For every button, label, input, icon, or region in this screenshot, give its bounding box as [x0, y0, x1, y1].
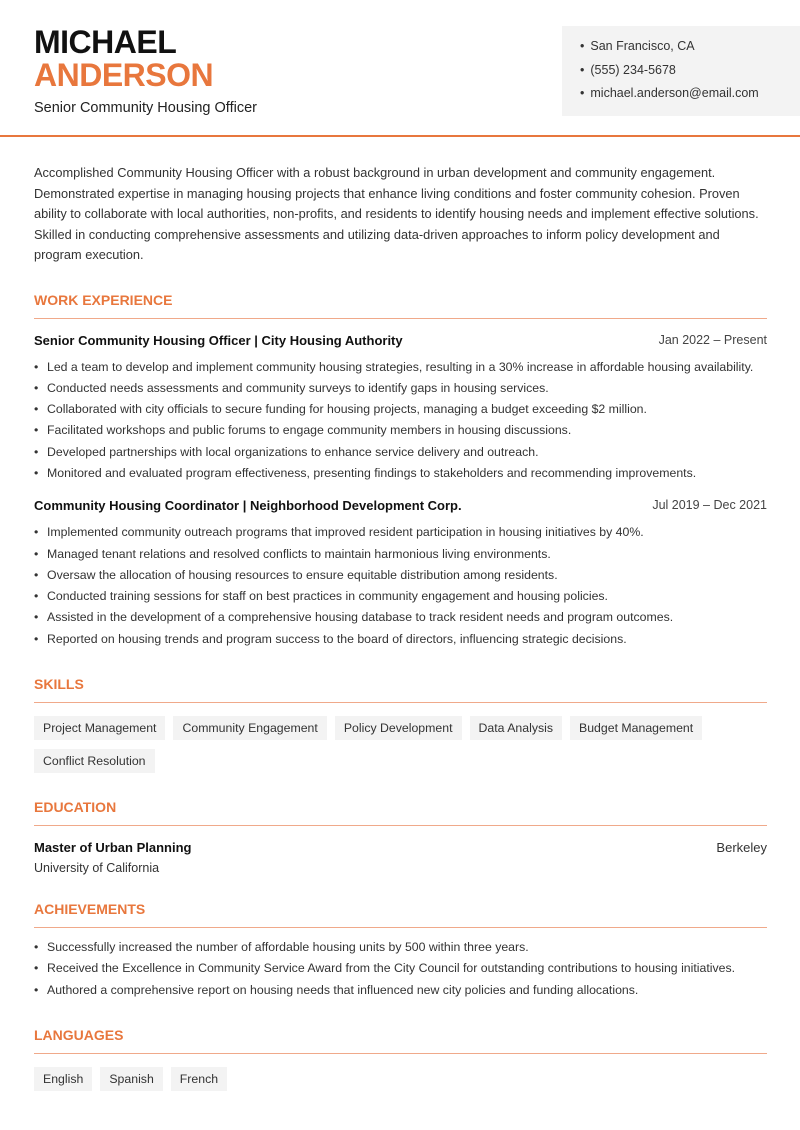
list-item: • Successfully increased the number of affordable housing units by 500 within three years.	[34, 937, 767, 958]
list-item: • Monitored and evaluated program effectiveness, presenting findings to stakeholders and recommending improvements.	[34, 463, 767, 484]
degree: Master of Urban Planning	[34, 840, 192, 856]
contact-box	[562, 26, 800, 116]
list-item: • Led a team to develop and implement community housing strategies, resulting in a 30% increase in affordable housing availability.	[34, 357, 767, 378]
contact-phone: • (555) 234-5678	[580, 63, 800, 87]
contact-email: • michael.anderson@email.com	[580, 86, 800, 110]
job-role: Community Housing Coordinator | Neighborhood Development Corp.	[34, 498, 462, 514]
language-tag: French	[171, 1067, 227, 1091]
job-role: Senior Community Housing Officer | City Housing Authority	[34, 332, 403, 348]
job-title: Senior Community Housing Officer	[34, 100, 257, 116]
skill-tag: Conflict Resolution	[34, 749, 155, 773]
list-item: • Developed partnerships with local organizations to enhance service delivery and outreach.	[34, 442, 767, 463]
list-item: • Conducted training sessions for staff on best practices in community engagement and housing policies.	[34, 586, 767, 607]
section-heading-languages: LANGUAGES	[34, 1027, 767, 1054]
education-entry	[34, 840, 767, 855]
list-item: • Oversaw the allocation of housing resources to ensure equitable distribution among residents.	[34, 565, 767, 586]
section-heading-achievements: ACHIEVEMENTS	[34, 901, 767, 928]
list-item: • Facilitated workshops and public forums to engage community members in housing discussions.	[34, 420, 767, 441]
skill-tag: Project Management	[34, 716, 165, 740]
list-item: • Implemented community outreach programs that improved resident participation in housing initiatives by 40%.	[34, 522, 767, 543]
language-tag: Spanish	[100, 1067, 162, 1091]
list-item: • Assisted in the development of a comprehensive housing database to track resident needs and program outcomes.	[34, 607, 767, 628]
job-bullets	[34, 357, 767, 485]
list-item: • Managed tenant relations and resolved conflicts to maintain harmonious living environments.	[34, 544, 767, 565]
job-header	[34, 333, 767, 348]
list-item: • Received the Excellence in Community Service Award from the City Council for outstanding contributions to housing initiatives.	[34, 958, 767, 979]
achievements-list	[34, 937, 767, 1001]
contact-location: • San Francisco, CA	[580, 39, 800, 63]
list-item: • Conducted needs assessments and community surveys to identify gaps in housing services.	[34, 378, 767, 399]
section-heading-education: EDUCATION	[34, 799, 767, 826]
school: University of California	[34, 861, 160, 876]
last-name: ANDERSON	[34, 57, 214, 93]
skills-list	[34, 716, 767, 773]
education-location: Berkeley	[716, 840, 767, 856]
language-tag: English	[34, 1067, 92, 1091]
skill-tag: Policy Development	[335, 716, 462, 740]
languages-list	[34, 1067, 767, 1091]
job-bullets	[34, 522, 767, 650]
job-header	[34, 498, 767, 513]
skill-tag: Community Engagement	[173, 716, 326, 740]
section-heading-skills: SKILLS	[34, 676, 767, 703]
skill-tag: Budget Management	[570, 716, 702, 740]
job-dates: Jan 2022 – Present	[658, 332, 767, 347]
resume-header	[0, 0, 800, 137]
skill-tag: Data Analysis	[470, 716, 563, 740]
list-item: • Collaborated with city officials to secure funding for housing projects, managing a budget exceeding $2 million.	[34, 399, 767, 420]
list-item: • Authored a comprehensive report on housing needs that influenced new city policies and funding allocations.	[34, 980, 767, 1001]
list-item: • Reported on housing trends and program success to the board of directors, influencing strategic decisions.	[34, 629, 767, 650]
first-name: MICHAEL	[34, 24, 177, 60]
section-heading-work: WORK EXPERIENCE	[34, 292, 767, 319]
job-dates: Jul 2019 – Dec 2021	[652, 498, 767, 513]
summary: Accomplished Community Housing Officer with a robust background in urban development and community engagement. Demonstrated expertise in managing housing projects that enhance living conditions and foster community cohesion. Proven ability to collaborate with local authorities, non-profits, and residents to identify housing needs and implement effective solutions. Skilled in conducting comprehensive assessments and utilizing data-driven approaches to inform policy development and program execution.	[34, 165, 759, 262]
